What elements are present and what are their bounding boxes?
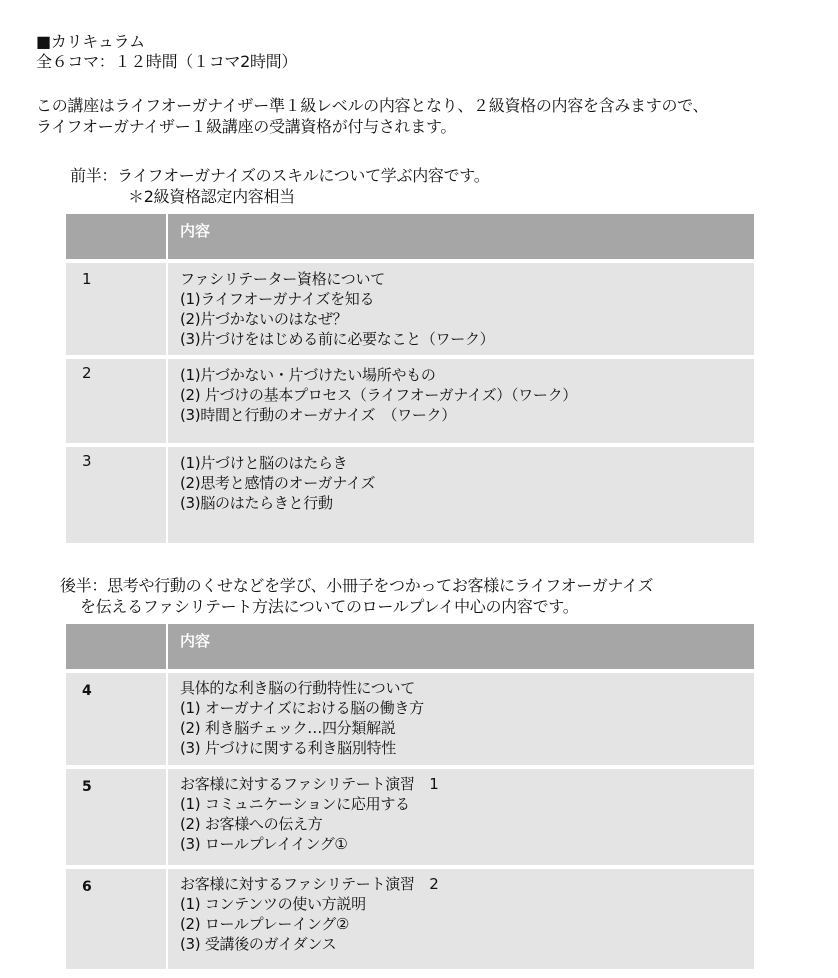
content-line: (2) ロールプレーイング②: [180, 915, 350, 933]
content-line: ファシリテーター資格について: [180, 270, 385, 288]
content-line: (1) オーガナイズにおける脳の働き方: [180, 699, 424, 717]
table-row: [66, 359, 754, 443]
content-line: (1) コミュニケーションに応用する: [180, 795, 410, 813]
content-line: (1)片づけと脳のはたらき: [180, 454, 348, 472]
session-content: [168, 263, 754, 355]
intro-line-1: この講座はライフオーガナイザー準１級レベルの内容となり、２級資格の内容を含みますので、: [36, 96, 709, 115]
session-content: [168, 447, 754, 543]
session-content: [168, 869, 754, 969]
session-number: 2: [66, 359, 168, 443]
content-line: (3) 受講後のガイダンス: [180, 935, 337, 953]
course-summary: 全６コマ：１２時間（１コマ2時間）: [36, 52, 298, 71]
table-row: [66, 673, 754, 765]
first-half-table: [66, 210, 754, 547]
session-number: 6: [66, 869, 168, 969]
session-number: 5: [66, 769, 168, 865]
content-line: (2)思考と感情のオーガナイズ: [180, 474, 376, 492]
content-line: (2) お客様への伝え方: [180, 815, 323, 833]
header-content-cell: 内容: [168, 624, 754, 669]
content-line: 具体的な利き脳の行動特性について: [180, 679, 415, 697]
table-row: [66, 263, 754, 355]
content-line: (3)脳のはたらきと行動: [180, 494, 333, 512]
content-line: (2)片づかないのはなぜ？: [180, 310, 348, 328]
content-line: お客様に対するファシリテート演習 1: [180, 775, 439, 793]
session-content: [168, 359, 754, 443]
content-line: (3)時間と行動のオーガナイズ （ワーク）: [180, 406, 456, 424]
intro-line-2: ライフオーガナイザー１級講座の受講資格が付与されます。: [36, 117, 457, 136]
content-line: (2) 利き脳チェック…四分類解説: [180, 719, 396, 737]
table-header-row: [66, 214, 754, 259]
table-row: [66, 769, 754, 865]
second-half-table: [66, 620, 754, 973]
session-number: 3: [66, 447, 168, 543]
content-line: (3) ロールプレイイング①: [180, 835, 348, 853]
content-line: (1)片づかない・片づけたい場所やもの: [180, 366, 436, 384]
header-content-cell: 内容: [168, 214, 754, 259]
first-half-heading: 前半：ライフオーガナイズのスキルについて学ぶ内容です。: [70, 166, 490, 185]
first-half-note: ＊2級資格認定内容相当: [128, 187, 295, 206]
table-header-row: [66, 624, 754, 669]
session-number: 1: [66, 263, 168, 355]
content-line: (2) 片づけの基本プロセス（ライフオーガナイズ）（ワーク）: [180, 386, 577, 404]
content-line: お客様に対するファシリテート演習 2: [180, 875, 439, 893]
section-title: ■カリキュラム: [36, 32, 145, 51]
table-row: [66, 447, 754, 543]
session-number: 4: [66, 673, 168, 765]
second-half-heading-line-2: を伝えるファシリテート方法についてのロールプレイ中心の内容です。: [80, 597, 579, 616]
header-number-cell: [66, 624, 168, 669]
session-content: [168, 769, 754, 865]
header-number-cell: [66, 214, 168, 259]
content-line: (3) 片づけに関する利き脳別特性: [180, 739, 396, 757]
content-line: (1) コンテンツの使い方説明: [180, 895, 366, 913]
content-line: (1)ライフオーガナイズを知る: [180, 290, 375, 308]
second-half-heading-line-1: 後半：思考や行動のくせなどを学び、小冊子をつかってお客様にライフオーガナイズ: [60, 576, 654, 595]
content-line: (3)片づけをはじめる前に必要なこと（ワーク）: [180, 330, 495, 348]
session-content: [168, 673, 754, 765]
table-row: [66, 869, 754, 969]
